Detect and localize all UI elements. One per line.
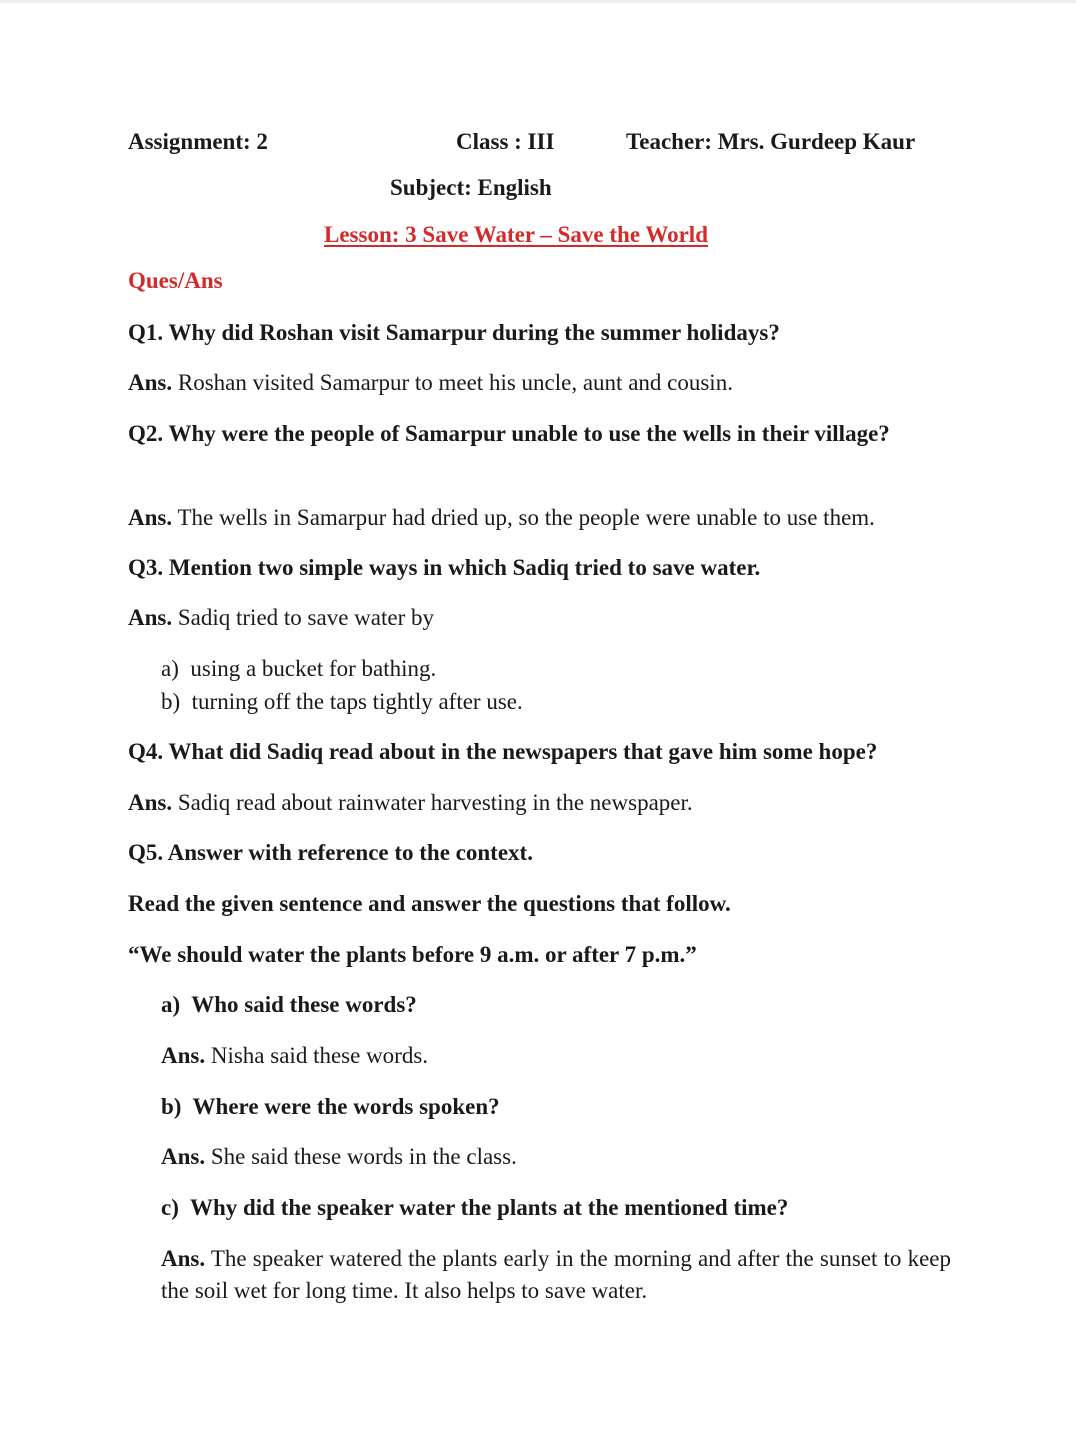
q3-question: Q3. Mention two simple ways in which Sadiq tried to save water. <box>128 555 761 580</box>
q4-answer-text: Sadiq read about rainwater harvesting in the newspaper. <box>177 790 693 815</box>
section-title: Ques/Ans <box>128 268 223 293</box>
q2-answer <box>128 502 875 534</box>
q3-point-b: b) turning off the taps tightly after use. <box>161 689 523 714</box>
q5b-question: b) Where were the words spoken? <box>161 1094 500 1119</box>
q5c-answer <box>161 1243 951 1307</box>
q2-question: Q2. Why were the people of Samarpur unable to use the wells in their village? <box>128 421 890 446</box>
q3-answer <box>128 602 434 634</box>
q1-answer <box>128 367 733 399</box>
q5a-answer-text: Nisha said these words. <box>210 1043 429 1068</box>
page-top-edge <box>0 0 1076 3</box>
class-label: Class : III <box>456 129 555 154</box>
q5b-answer <box>161 1141 517 1173</box>
assignment-number: Assignment: 2 <box>128 129 268 154</box>
q5-quote: “We should water the plants before 9 a.m. or after 7 p.m.” <box>128 942 697 967</box>
q5c-answer-text: The speaker watered the plants early in the morning and after the sunset to keep the soil wet for long time. It also helps to save water. <box>161 1246 951 1303</box>
q4-answer <box>128 787 693 819</box>
teacher-name: Teacher: Mrs. Gurdeep Kaur <box>626 129 916 154</box>
ans-label: Ans. <box>161 1246 206 1271</box>
q5c-question: c) Why did the speaker water the plants at the mentioned time? <box>161 1195 789 1220</box>
q5a-answer <box>161 1040 428 1072</box>
ans-label: Ans. <box>161 1043 206 1068</box>
q5b-answer-text: She said these words in the class. <box>210 1144 517 1169</box>
q5a-question: a) Who said these words? <box>161 992 417 1017</box>
ans-label: Ans. <box>128 370 173 395</box>
q3-answer-text: Sadiq tried to save water by <box>177 605 434 630</box>
q1-answer-text: Roshan visited Samarpur to meet his uncle, aunt and cousin. <box>177 370 733 395</box>
ans-label: Ans. <box>161 1144 206 1169</box>
q5-question: Q5. Answer with reference to the context. <box>128 840 533 865</box>
lesson-title: Lesson: 3 Save Water – Save the World <box>324 222 708 247</box>
q1-question: Q1. Why did Roshan visit Samarpur during the summer holidays? <box>128 320 780 345</box>
subject-label: Subject: English <box>390 175 552 200</box>
ans-label: Ans. <box>128 505 173 530</box>
q2-answer-text: The wells in Samarpur had dried up, so the people were unable to use them. <box>177 505 875 530</box>
ans-label: Ans. <box>128 790 173 815</box>
q4-question: Q4. What did Sadiq read about in the newspapers that gave him some hope? <box>128 739 878 764</box>
q5-instruction: Read the given sentence and answer the questions that follow. <box>128 891 731 916</box>
ans-label: Ans. <box>128 605 173 630</box>
q3-point-a: a) using a bucket for bathing. <box>161 656 437 681</box>
